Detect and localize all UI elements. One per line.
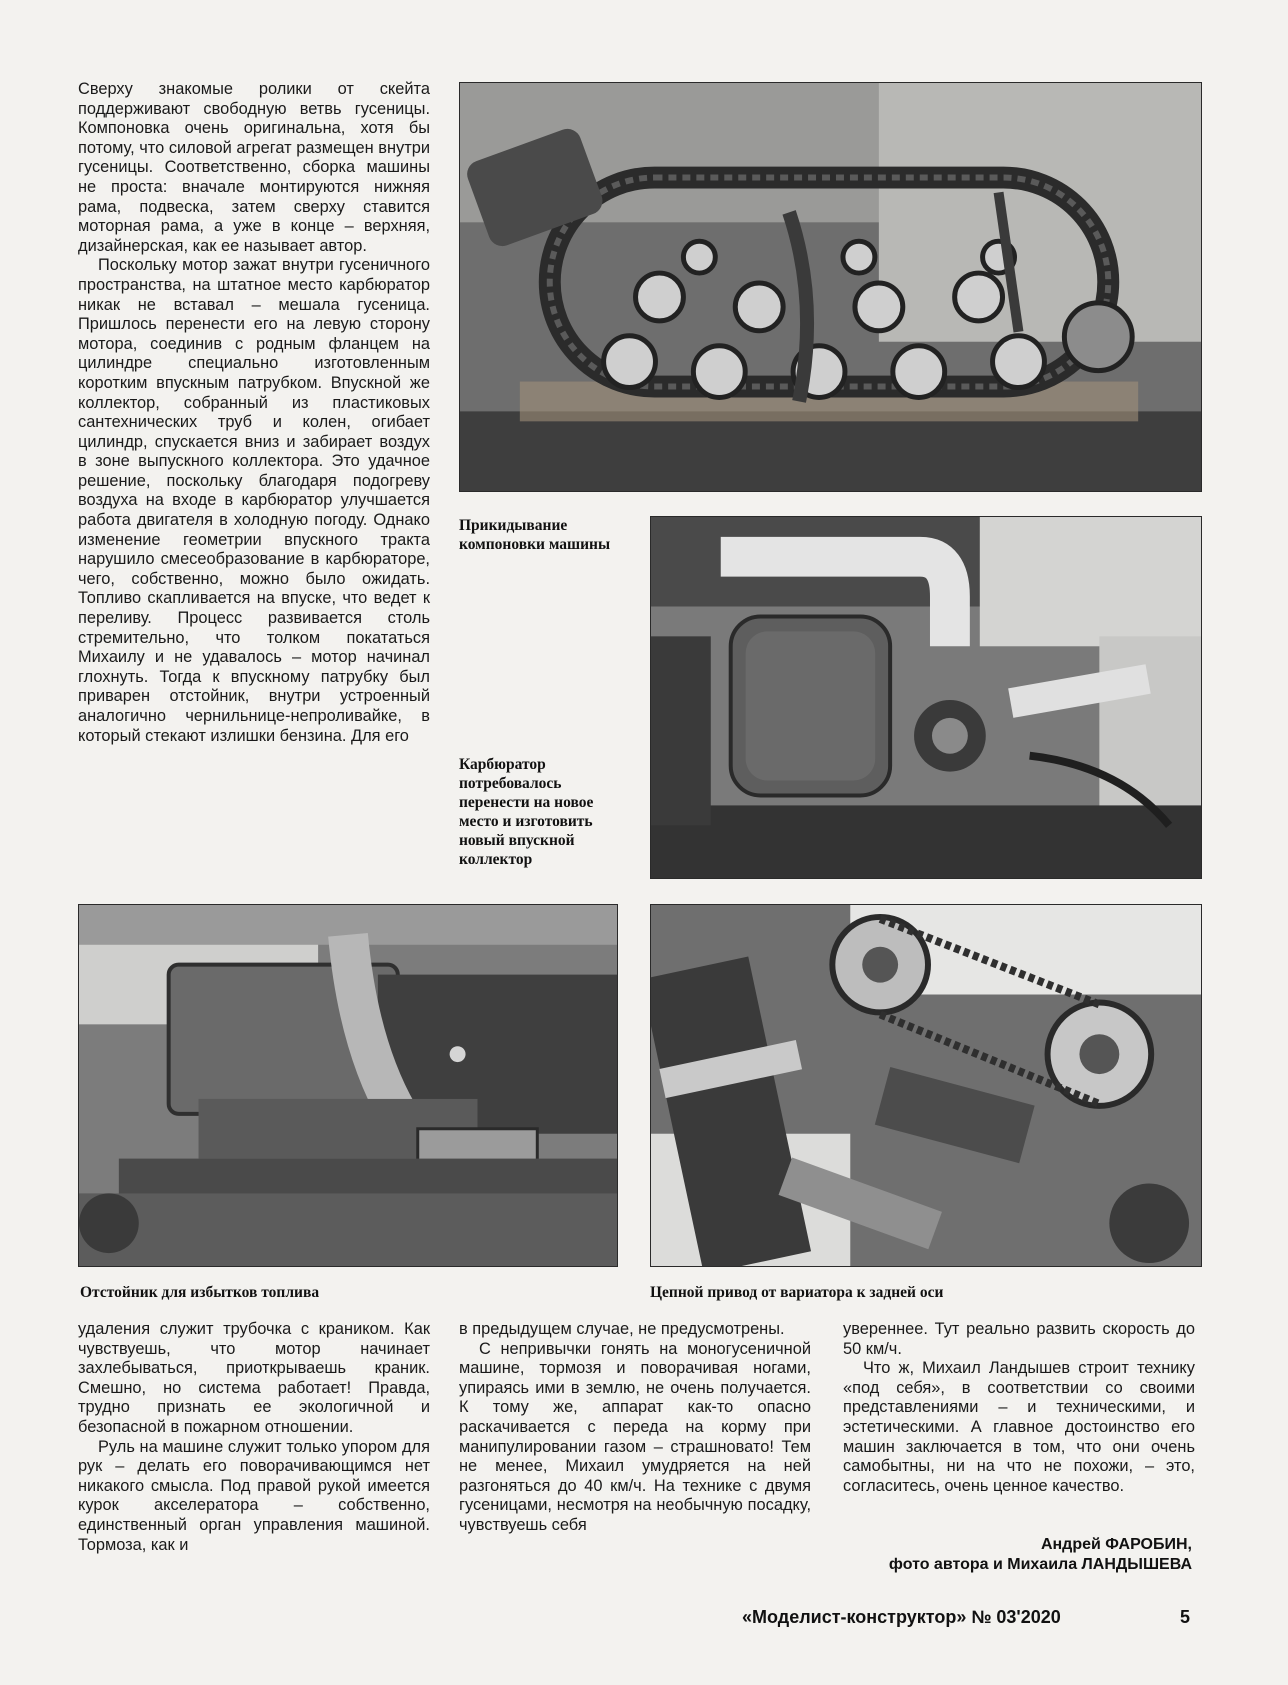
paragraph: увереннее. Тут реально развить скорость до 50 км/ч. — [843, 1320, 1195, 1358]
article-column-bottom-2 — [459, 1320, 811, 1536]
footer-page-number: 5 — [1180, 1607, 1191, 1627]
photo-track-layout — [459, 82, 1202, 492]
paragraph: С непривычки гонять на моногусеничной машине, тормозя и поворачивая ногами, упираясь ими в землю, не очень получается. К тому же, аппарат как-то опасно раскачивается с переда на корму при манипулировании газом – страшновато! Тем не менее, Михаил умудряется на ней разгоняться до 40 км/ч. На технике с двумя гусеницами, несмотря на необычную посадку, чувствуешь себя — [459, 1339, 811, 1534]
caption-fuel-sump: Отстойник для избытков топлива — [80, 1284, 320, 1301]
article-column-bottom-1 — [78, 1320, 430, 1555]
byline-photos: фото автора и Михаила ЛАНДЫШЕВА — [888, 1556, 1192, 1573]
article-column-top-left — [78, 80, 430, 746]
byline — [889, 1535, 1192, 1575]
paragraph: Сверху знакомые ролики от скейта поддерживают свободную ветвь гусеницы. Компоновка очень оригинальна, хотя бы потому, что силовой агрегат размещен внутри гусеницы. Соответственно, сборка машины не проста: вначале монтируются нижняя рама, подвеска, затем сверху ставится моторная рама, а уже в конце – верхняя, дизайнерская, как ее называет автор. — [78, 80, 430, 255]
paragraph: Поскольку мотор зажат внутри гусеничного пространства, на штатное место карбюратор никак не вставал – мешала гусеница. Пришлось перенести его на левую сторону мотора, соединив с родным фланцем на цилиндре специально изготовленным коротким впускным патрубком. Впускной же коллектор, собранный из пластиковых сантехнических труб и колен, огибает цилиндр, спускается вниз и забирает воздух в зоне выпускного коллектора. Это удачное решение, поскольку благодаря подогреву воздуха на входе в карбюратор улучшается работа двигателя в холодную погоду. Однако изменение геометрии впускного тракта нарушило смесеобразование в карбюраторе, чего, собственно, можно было ожидать. Топливо скапливается на впуске, что ведет к переливу. Процесс развивается столь стремительно, что толком покататься Михаилу и не удавалось – мотор начинал глохнуть. Тогда к впускному патрубку был приварен отстойник, внутри устроенный аналогично чернильнице-непроливайке, в который стекают излишки бензина. Для его — [78, 256, 430, 745]
paragraph: Что ж, Михаил Ландышев строит технику «под себя», в соответствии со своими представлениями – и техническими, и эстетическими. А главное достоинство его машин заключается в том, что они очень самобытны, ни на что не похожи, – это, согласитесь, очень ценное качество. — [843, 1359, 1195, 1495]
paragraph: Руль на машине служит только упором для рук – делать его поворачивающимся нет никакого смысла. Под правой рукой имеется курок акселератора – собственно, единственный орган управления машиной. Тормоза, как и — [78, 1437, 430, 1554]
footer-magazine-issue: «Моделист-конструктор» № 03'2020 — [742, 1607, 1061, 1627]
photo-chain-drive — [650, 904, 1202, 1267]
paragraph: удаления служит трубочка с краником. Как чувствуешь, что мотор начинает захлебываться, приоткрываешь краник. Смешно, но система работает! Правда, трудно признать ее экологичной и безопасной в пожарном отношении. — [78, 1320, 430, 1436]
paragraph: в предыдущем случае, не предусмотрены. — [459, 1320, 785, 1338]
photo-fuel-sump — [78, 904, 618, 1267]
article-column-bottom-3 — [843, 1320, 1195, 1496]
caption-carburetor: Карбюратор потребовалось перенести на новое место и изготовить новый впускной коллектор — [459, 756, 594, 868]
byline-author: Андрей ФАРОБИН, — [1040, 1536, 1192, 1553]
caption-track-layout: Прикидывание компоновки машины — [459, 517, 611, 553]
caption-chain-drive: Цепной привод от вариатора к задней оси — [650, 1284, 944, 1301]
photo-carburetor — [650, 516, 1202, 879]
